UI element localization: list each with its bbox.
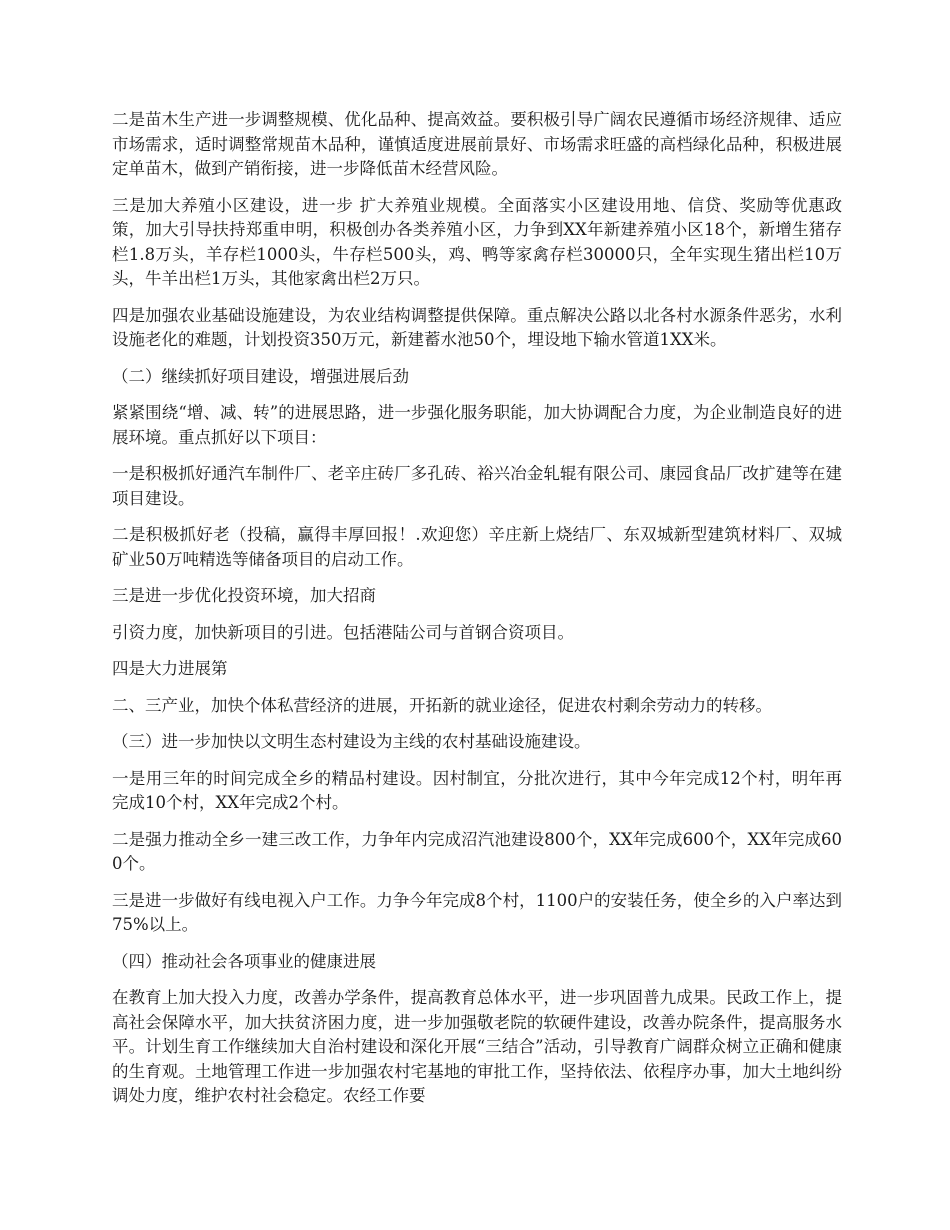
section-heading-rural-infrastructure: （三）进一步加快以文明生态村建设为主线的农村基础设施建设。 bbox=[112, 732, 591, 751]
paragraph-project-four-a: 四是大力进展第 bbox=[112, 659, 228, 678]
paragraph-project-one: 一是积极抓好通汽车制件厂、老辛庄砖厂多孔砖、裕兴冶金轧辊有限公司、康园食品厂改扩建等在建项目建设。 bbox=[112, 464, 842, 508]
paragraph-village-build: 一是用三年的时间完成全乡的精品村建设。因村制宜，分批次进行，其中今年完成12个村，明年再完成10个村，XX年完成2个村。 bbox=[112, 768, 842, 812]
section-heading-social: （四）推动社会各项事业的健康进展 bbox=[112, 951, 376, 971]
paragraph-breeding-zones: 三是加大养殖小区建设，进一步 扩大养殖业规模。全面落实小区建设用地、信贷、奖励等优惠政策，加大引导扶持郑重申明，积极创办各类养殖小区，力争到XX年新建养殖小区18个，新增生猪存栏1.8万头，羊存栏1000头，牛存栏500头，鸡、鸭等家禽存栏30000只，全年实现生猪出栏10万头，牛羊出栏1万头，其他家禽出栏2万只。 bbox=[112, 195, 842, 288]
paragraph-project-intro: 紧紧围绕“增、减、转”的进展思路，进一步强化服务职能，加大协调配合力度，为企业制造良好的进展环境。重点抓好以下项目： bbox=[112, 403, 842, 447]
paragraph-seedlings: 二是苗木生产进一步调整规模、优化品种、提高效益。要积极引导广阔农民遵循市场经济规律、适应市场需求，适时调整常规苗木品种，谨慎适度进展前景好、市场需求旺盛的高档绿化品种，积极进展定单苗木，做到产销衔接，进一步降低苗木经营风险。 bbox=[112, 110, 842, 178]
section-heading-projects: （二）继续抓好项目建设，增强进展后劲 bbox=[112, 366, 409, 386]
paragraph-infrastructure: 四是加强农业基础设施建设，为农业结构调整提供保障。重点解决公路以北各村水源条件恶劣，水利设施老化的难题，计划投资350万元，新建蓄水池50个，埋设地下输水管道1XX米。 bbox=[112, 305, 842, 349]
document-body bbox=[112, 108, 842, 1121]
paragraph-project-four-b: 二、三产业，加快个体私营经济的进展，开拓新的就业途径，促进农村剩余劳动力的转移。 bbox=[112, 695, 772, 715]
paragraph-social-affairs: 在教育上加大投入力度，改善办学条件，提高教育总体水平，进一步巩固普九成果。民政工作上，提高社会保障水平，加大扶贫济困力度，进一步加强敬老院的软硬件建设，改善办院条件，提高服务水平。计划生育工作继续加大自治村建设和深化开展“三结合”活动，引导教育广阔群众树立正确和健康的生育观。土地管理工作进一步加强农村宅基地的审批工作，坚持依法、依程序办事，加大土地纠纷调处力度，维护农村社会稳定。农经工作要 bbox=[112, 988, 842, 1105]
paragraph-project-three-a: 三是进一步优化投资环境，加大招商 bbox=[112, 586, 376, 605]
paragraph-project-three-b: 引资力度，加快新项目的引进。包括港陆公司与首钢合资项目。 bbox=[112, 622, 574, 642]
paragraph-cable-tv: 三是进一步做好有线电视入户工作。力争今年完成8个村，1100户的安装任务，使全乡的入户率达到75%以上。 bbox=[112, 890, 842, 934]
paragraph-project-two: 二是积极抓好老（投稿，赢得丰厚回报！.欢迎您）辛庄新上烧结厂、东双城新型建筑材料厂、双城矿业50万吨精选等储备项目的启动工作。 bbox=[112, 525, 842, 569]
paragraph-biogas: 二是强力推动全乡一建三改工作，力争年内完成沼汽池建设800个，XX年完成600个，XX年完成600个。 bbox=[112, 829, 842, 873]
